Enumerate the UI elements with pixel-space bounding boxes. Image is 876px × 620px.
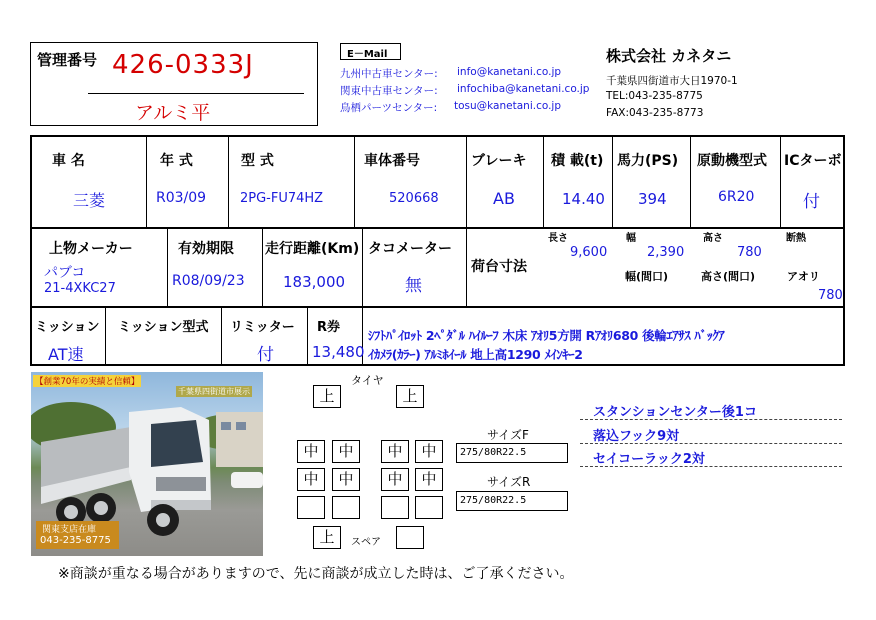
- body-type: アルミ平: [135, 102, 211, 124]
- management-label: 管理番号: [37, 51, 98, 69]
- label-limiter: リミッター: [230, 320, 295, 335]
- footer-note: ※商談が重なる場合がありますので、先に商談が成立した時は、ご了承ください。: [58, 566, 574, 582]
- tire-spare-2: [396, 526, 424, 549]
- email-label: E－Mail: [347, 49, 388, 60]
- label-mission-type: ミッション型式: [118, 320, 209, 335]
- label-ic-turbo: ICターボ: [784, 153, 842, 169]
- value-length: 9,600: [570, 245, 608, 260]
- label-load: 積 載(t): [551, 153, 604, 169]
- value-year: R03/09: [156, 190, 207, 206]
- label-cargo-dims: 荷台寸法: [471, 259, 527, 275]
- label-mission: ミッション: [35, 320, 100, 335]
- management-number: 426-0333J: [112, 50, 254, 80]
- value-r-ticket: 13,480: [312, 343, 365, 361]
- value-model: 2PG-FU74HZ: [240, 191, 324, 206]
- spare-label: スペア: [351, 537, 381, 548]
- note-line-2: [580, 443, 842, 444]
- note-line-3: [580, 466, 842, 467]
- photo-banner: 【創業70年の実績と信頼】: [35, 377, 140, 387]
- tire-r3-inner-left: [332, 496, 360, 519]
- contact-center-3: 鳥栖パーツセンター:: [340, 102, 438, 114]
- features-line-2: ｲｶﾒﾗ(ｶﾗｰ) ｱﾙﾐﾎｲｰﾙ 地上高1290 ﾒｲﾝｷｰ2: [368, 347, 583, 362]
- col-line: [466, 136, 467, 228]
- value-horsepower: 394: [638, 190, 667, 208]
- contact-email-1[interactable]: info@kanetani.co.jp: [457, 66, 562, 78]
- col-line: [167, 229, 168, 307]
- label-width-opening: 幅(間口): [625, 270, 669, 283]
- value-mission: AT速: [48, 345, 84, 364]
- label-chassis-no: 車体番号: [364, 153, 420, 169]
- tire-r2-inner-left: 中: [332, 468, 360, 491]
- contact-email-3[interactable]: tosu@kanetani.co.jp: [454, 100, 562, 112]
- value-limiter: 付: [257, 345, 274, 365]
- branch-label: 関東支店在庫: [42, 525, 97, 535]
- col-line: [146, 136, 147, 228]
- note-line-1: [580, 419, 842, 420]
- value-width: 2,390: [647, 245, 685, 260]
- value-aori: 780: [818, 288, 843, 303]
- value-brake: AB: [493, 189, 515, 208]
- label-car-name: 車 名: [52, 153, 85, 169]
- tire-r3-outer-right: [415, 496, 443, 519]
- label-r-ticket: R券: [317, 320, 341, 335]
- col-line: [543, 136, 544, 228]
- company-name: 株式会社 カネタニ: [606, 47, 732, 65]
- value-ic-turbo: 付: [803, 192, 820, 212]
- features-line-1: ｼﾌﾄﾊﾟｲﾛｯﾄ 2ﾍﾟﾀﾞﾙ ﾊｲﾙｰﾌ 木床 ｱｵﾘ5方開 Rｱｵﾘ680 後輪ｴｱｻｽ ﾊﾞｯｸｱ: [368, 328, 725, 343]
- photo-location: 千葉県四街道市展示: [178, 387, 250, 396]
- label-length: 長さ: [548, 233, 568, 244]
- label-engine-type: 原動機型式: [697, 153, 767, 169]
- tire-r3-inner-right: [381, 496, 409, 519]
- value-load: 14.40: [562, 190, 605, 208]
- note-1: スタンションセンター後1コ: [593, 405, 757, 420]
- col-line: [262, 229, 263, 307]
- label-aori: アオリ: [787, 270, 820, 283]
- label-tachometer: タコメーター: [368, 241, 452, 257]
- size-f-field: 275/80R22.5: [456, 443, 568, 463]
- company-tel: TEL:043-235-8775: [606, 90, 703, 102]
- value-engine-type: 6R20: [718, 189, 755, 205]
- label-expiry: 有効期限: [178, 241, 234, 257]
- label-model: 型 式: [241, 153, 274, 169]
- value-body-model: 21-4XKC27: [44, 281, 116, 296]
- value-body-maker: パブコ: [44, 265, 86, 281]
- label-horsepower: 馬力(PS): [617, 153, 679, 169]
- value-car-name: 三菱: [73, 191, 106, 210]
- tire-title: タイヤ: [351, 374, 384, 387]
- management-divider: [88, 93, 304, 94]
- value-expiry: R08/09/23: [172, 273, 245, 289]
- value-mileage: 183,000: [283, 273, 346, 291]
- note-2: 落込フック9対: [593, 429, 680, 444]
- tire-r1-inner-right: 中: [381, 440, 409, 463]
- contact-center-2: 関東中古車センター:: [340, 85, 438, 97]
- col-line: [612, 136, 613, 228]
- note-3: セイコーラック2対: [593, 452, 705, 467]
- col-line: [228, 136, 229, 228]
- truck-photo: [31, 372, 263, 556]
- tire-r1-outer-right: 中: [415, 440, 443, 463]
- company-address: 千葉県四街道市大日1970-1: [606, 75, 738, 87]
- size-f-label: サイズF: [487, 428, 529, 442]
- tire-r1-inner-left: 中: [332, 440, 360, 463]
- col-line: [307, 308, 308, 366]
- col-line: [466, 229, 467, 307]
- tire-r2-inner-right: 中: [381, 468, 409, 491]
- value-tachometer: 無: [405, 276, 422, 296]
- label-width: 幅: [626, 233, 636, 244]
- contact-center-1: 九州中古車センター:: [340, 68, 438, 80]
- tire-r2-outer-right: 中: [415, 468, 443, 491]
- branch-phone: 043-235-8775: [40, 535, 111, 546]
- col-line: [354, 136, 355, 228]
- col-line: [362, 229, 363, 307]
- tire-r2-outer-left: 中: [297, 468, 325, 491]
- branch-badge: [36, 521, 119, 549]
- row-divider-2: [30, 306, 845, 308]
- value-chassis-no: 520668: [389, 191, 439, 206]
- tire-front-left-upper: 上: [313, 385, 341, 408]
- label-brake: ブレーキ: [471, 153, 527, 169]
- col-line: [780, 136, 781, 228]
- tire-r1-outer-left: 中: [297, 440, 325, 463]
- label-mileage: 走行距離(Km): [265, 241, 360, 257]
- label-body-maker: 上物メーカー: [49, 241, 133, 257]
- col-line: [221, 308, 222, 366]
- tire-spare: 上: [313, 526, 341, 549]
- contact-email-2[interactable]: infochiba@kanetani.co.jp: [457, 83, 590, 95]
- col-line: [105, 308, 106, 366]
- label-height: 高さ: [703, 233, 723, 244]
- label-insulation: 断熱: [786, 233, 806, 244]
- company-fax: FAX:043-235-8773: [606, 107, 704, 119]
- tire-front-right-upper: 上: [396, 385, 424, 408]
- label-height-opening: 高さ(間口): [701, 270, 756, 283]
- value-height: 780: [737, 245, 762, 260]
- col-line: [690, 136, 691, 228]
- size-r-label: サイズR: [487, 475, 531, 489]
- size-r-field: 275/80R22.5: [456, 491, 568, 511]
- label-year: 年 式: [160, 153, 193, 169]
- tire-r3-outer-left: [297, 496, 325, 519]
